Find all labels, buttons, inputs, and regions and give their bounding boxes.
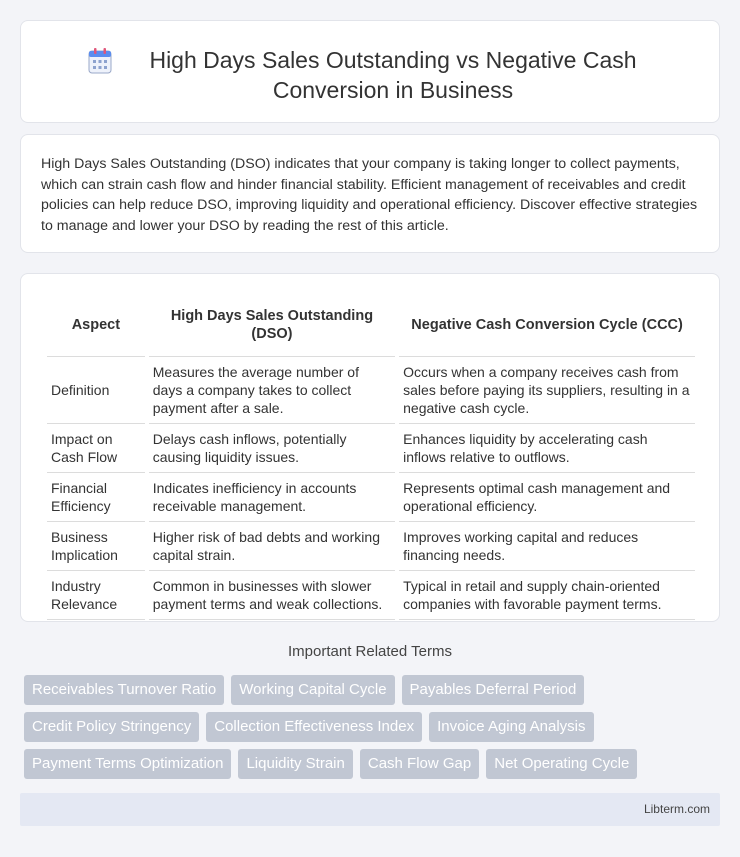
table-row (47, 357, 695, 424)
related-terms-list (24, 675, 724, 786)
tag-row (24, 749, 724, 779)
related-term-tag[interactable]: Payment Terms Optimization (24, 749, 231, 779)
comparison-table (43, 294, 699, 620)
row-dso: Higher risk of bad debts and working capital strain. (149, 522, 395, 571)
row-ccc: Improves working capital and reduces financing needs. (399, 522, 695, 571)
row-aspect: Industry Relevance (47, 571, 145, 620)
related-term-tag[interactable]: Collection Effectiveness Index (206, 712, 422, 742)
table-header-row (47, 294, 695, 357)
row-dso: Common in businesses with slower payment terms and weak collections. (149, 571, 395, 620)
related-term-tag[interactable]: Receivables Turnover Ratio (24, 675, 224, 705)
table-row (47, 522, 695, 571)
row-ccc: Occurs when a company receives cash from sales before paying its suppliers, resulting in a negative cash cycle. (399, 357, 695, 424)
header-aspect: Aspect (47, 294, 145, 357)
row-aspect: Impact on Cash Flow (47, 424, 145, 473)
row-aspect: Business Implication (47, 522, 145, 571)
related-term-tag[interactable]: Payables Deferral Period (402, 675, 585, 705)
intro-paragraph: High Days Sales Outstanding (DSO) indicates that your company is taking longer to collect payments, which can strain cash flow and hinder financial stability. Efficient management of receivables and credit policies can help reduce DSO, improving liquidity and operational efficiency. Discover effective strategies to manage and lower your DSO by reading the rest of this article. (41, 156, 698, 234)
row-ccc: Typical in retail and supply chain-oriented companies with favorable payment terms. (399, 571, 695, 620)
page-title: High Days Sales Outstanding vs Negative Cash Conversion in Business (149, 47, 637, 103)
related-term-tag[interactable]: Net Operating Cycle (486, 749, 637, 779)
intro-card (20, 134, 720, 253)
row-dso: Indicates inefficiency in accounts receivable management. (149, 473, 395, 522)
tag-row (24, 712, 724, 742)
row-aspect: Definition (47, 357, 145, 424)
related-term-tag[interactable]: Invoice Aging Analysis (429, 712, 593, 742)
related-term-tag[interactable]: Working Capital Cycle (231, 675, 394, 705)
calendar-icon (87, 47, 113, 75)
related-term-tag[interactable]: Cash Flow Gap (360, 749, 479, 779)
table-row (47, 473, 695, 522)
header-dso: High Days Sales Outstanding (DSO) (149, 294, 395, 357)
header-ccc: Negative Cash Conversion Cycle (CCC) (399, 294, 695, 357)
related-term-tag[interactable]: Credit Policy Stringency (24, 712, 199, 742)
title-card (20, 20, 720, 123)
row-aspect: Financial Efficiency (47, 473, 145, 522)
tag-row (24, 675, 724, 705)
comparison-card (20, 273, 720, 622)
footer-site-link[interactable]: Libterm.com (643, 802, 710, 816)
row-dso: Measures the average number of days a company takes to collect payment after a sale. (149, 357, 395, 424)
related-term-tag[interactable]: Liquidity Strain (238, 749, 352, 779)
row-ccc: Represents optimal cash management and operational efficiency. (399, 473, 695, 522)
table-row (47, 424, 695, 473)
row-ccc: Enhances liquidity by accelerating cash inflows relative to outflows. (399, 424, 695, 473)
footer (20, 793, 720, 826)
row-dso: Delays cash inflows, potentially causing liquidity issues. (149, 424, 395, 473)
related-terms-title: Important Related Terms (288, 643, 452, 660)
table-row (47, 571, 695, 620)
